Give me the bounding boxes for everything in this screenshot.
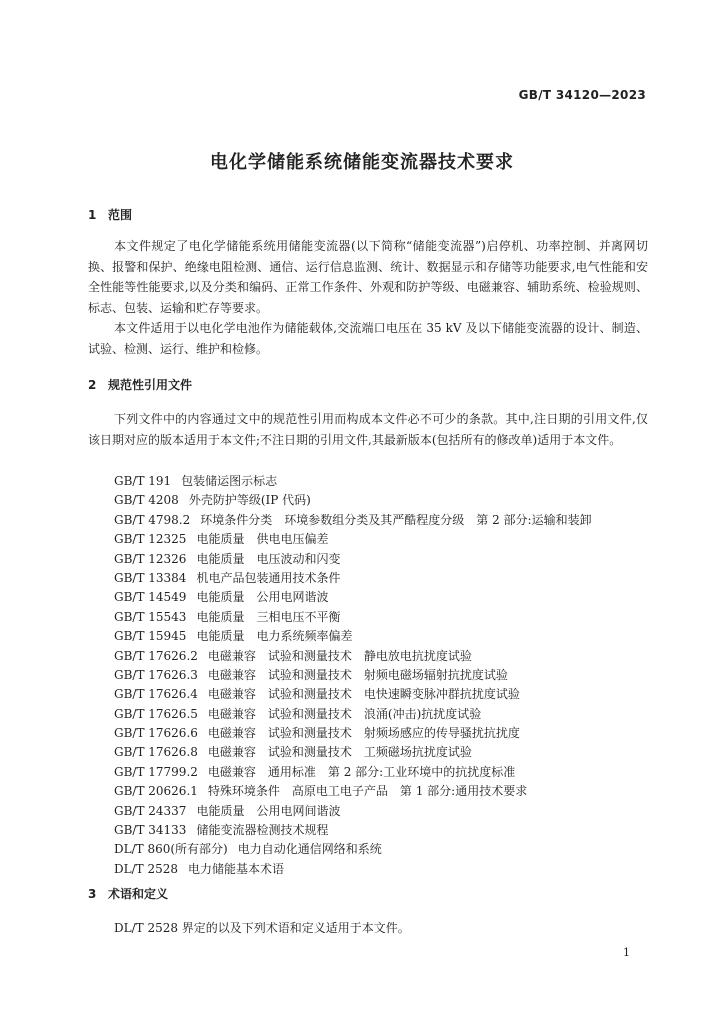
reference-code: GB/T 4208 <box>114 493 179 508</box>
reference-title: 环境条件分类 环境参数组分类及其严酷程度分级 第 2 部分:运输和装卸 <box>200 512 592 527</box>
reference-item <box>114 666 592 685</box>
section-number: 1 <box>88 208 97 222</box>
section-number: 3 <box>88 887 97 901</box>
reference-item <box>114 647 592 666</box>
reference-item <box>114 588 592 607</box>
reference-title: 特殊环境条件 高原电工电子产品 第 1 部分:通用技术要求 <box>207 784 528 799</box>
normative-refs-intro: 下列文件中的内容通过文中的规范性引用而构成本文件必不可少的条款。其中,注日期的引用文件,仅该日期对应的版本适用于本文件;不注日期的引用文件,其最新版本(包括所有的修改单)适用于本文件。 <box>88 412 648 447</box>
section-heading-terms <box>88 885 168 902</box>
reference-code: GB/T 15945 <box>114 629 187 644</box>
section-title: 范围 <box>108 208 133 222</box>
reference-code: GB/T 34133 <box>114 823 187 838</box>
page-number: 1 <box>623 946 630 959</box>
section-number: 2 <box>88 378 97 392</box>
reference-title: 电能质量 公用电网谐波 <box>196 590 329 605</box>
reference-code: GB/T 13384 <box>114 570 187 585</box>
reference-title: 电磁兼容 试验和测量技术 电快速瞬变脉冲群抗扰度试验 <box>207 687 520 702</box>
reference-title: 电力储能基本术语 <box>188 861 285 876</box>
reference-title: 外壳防护等级(IP 代码) <box>188 493 311 508</box>
reference-item <box>114 530 592 549</box>
reference-item <box>114 685 592 704</box>
reference-title: 电能质量 电压波动和闪变 <box>196 551 341 566</box>
reference-code: GB/T 20626.1 <box>114 784 198 799</box>
reference-code: GB/T 17626.8 <box>114 745 198 760</box>
section-heading-scope <box>88 206 132 223</box>
reference-title: 储能变流器检测技术规程 <box>196 823 329 838</box>
reference-item <box>114 763 592 782</box>
reference-title: 机电产品包装通用技术条件 <box>196 570 341 585</box>
reference-item <box>114 705 592 724</box>
terms-paragraph: DL/T 2528 界定的以及下列术语和定义适用于本文件。 <box>114 921 410 935</box>
reference-title: 电磁兼容 通用标准 第 2 部分:工业环境中的抗扰度标准 <box>207 764 516 779</box>
section-heading-normative-refs <box>88 376 192 393</box>
reference-code: GB/T 12325 <box>114 532 187 547</box>
reference-code: GB/T 12326 <box>114 551 187 566</box>
reference-title: 电能质量 三相电压不平衡 <box>196 609 341 624</box>
reference-item <box>114 608 592 627</box>
reference-title: 包装储运图示标志 <box>181 474 278 488</box>
reference-title: 电能质量 供电电压偏差 <box>196 532 329 547</box>
reference-title: 电磁兼容 试验和测量技术 射频电磁场辐射抗扰度试验 <box>207 667 508 682</box>
reference-code: DL/T 2528 <box>114 861 178 876</box>
reference-code: GB/T 17626.5 <box>114 706 198 721</box>
reference-item <box>114 802 592 821</box>
reference-item <box>114 821 592 840</box>
reference-title: 电磁兼容 试验和测量技术 工频磁场抗扰度试验 <box>207 745 472 760</box>
reference-code: GB/T 17626.2 <box>114 648 198 663</box>
reference-item <box>114 724 592 743</box>
reference-code: GB/T 4798.2 <box>114 512 191 527</box>
reference-item <box>114 840 592 859</box>
reference-item <box>114 511 592 530</box>
reference-code: GB/T 17626.3 <box>114 667 198 682</box>
reference-code: GB/T 14549 <box>114 590 187 605</box>
reference-item <box>114 860 592 879</box>
scope-paragraph-2: 本文件适用于以电化学电池作为储能载体,交流端口电压在 35 kV 及以下储能变流器的设计、制造、试验、检测、运行、维护和检修。 <box>88 321 648 356</box>
reference-code: GB/T 17626.6 <box>114 726 198 741</box>
reference-code: GB/T 191 <box>114 474 172 488</box>
reference-title: 电能质量 电力系统频率偏差 <box>196 629 353 644</box>
reference-item <box>114 569 592 588</box>
reference-code: GB/T 17799.2 <box>114 764 198 779</box>
reference-item <box>114 782 592 801</box>
reference-list <box>114 472 592 879</box>
reference-title: 电磁兼容 试验和测量技术 静电放电抗扰度试验 <box>207 648 472 663</box>
reference-item <box>114 743 592 762</box>
scope-paragraph-1: 本文件规定了电化学储能系统用储能变流器(以下简称“储能变流器”)启停机、功率控制、并离网切换、报警和保护、绝缘电阻检测、通信、运行信息监测、统计、数据显示和存储等功能要求,电气性能和安全性能等性能要求,以及分类和编码、正常工作条件、外观和防护等级、电磁兼容、辅助系统、检验规则、标志、包装、运输和贮存等要求。 <box>88 239 648 315</box>
reference-code: GB/T 15543 <box>114 609 187 624</box>
standard-number: GB/T 34120—2023 <box>518 88 646 102</box>
reference-item <box>114 472 592 491</box>
reference-code: GB/T 17626.4 <box>114 687 198 702</box>
reference-item <box>114 491 592 510</box>
reference-title: 电能质量 公用电网间谐波 <box>196 803 341 818</box>
reference-title: 电磁兼容 试验和测量技术 浪涌(冲击)抗扰度试验 <box>207 706 482 721</box>
section-title: 术语和定义 <box>108 887 169 901</box>
reference-code: DL/T 860(所有部分) <box>114 842 228 857</box>
reference-title: 电力自动化通信网络和系统 <box>237 842 382 857</box>
reference-code: GB/T 24337 <box>114 803 187 818</box>
reference-item <box>114 627 592 646</box>
reference-title: 电磁兼容 试验和测量技术 射频场感应的传导骚扰抗扰度 <box>207 726 520 741</box>
reference-item <box>114 550 592 569</box>
section-title: 规范性引用文件 <box>108 378 193 392</box>
document-title: 电化学储能系统储能变流器技术要求 <box>210 152 514 173</box>
